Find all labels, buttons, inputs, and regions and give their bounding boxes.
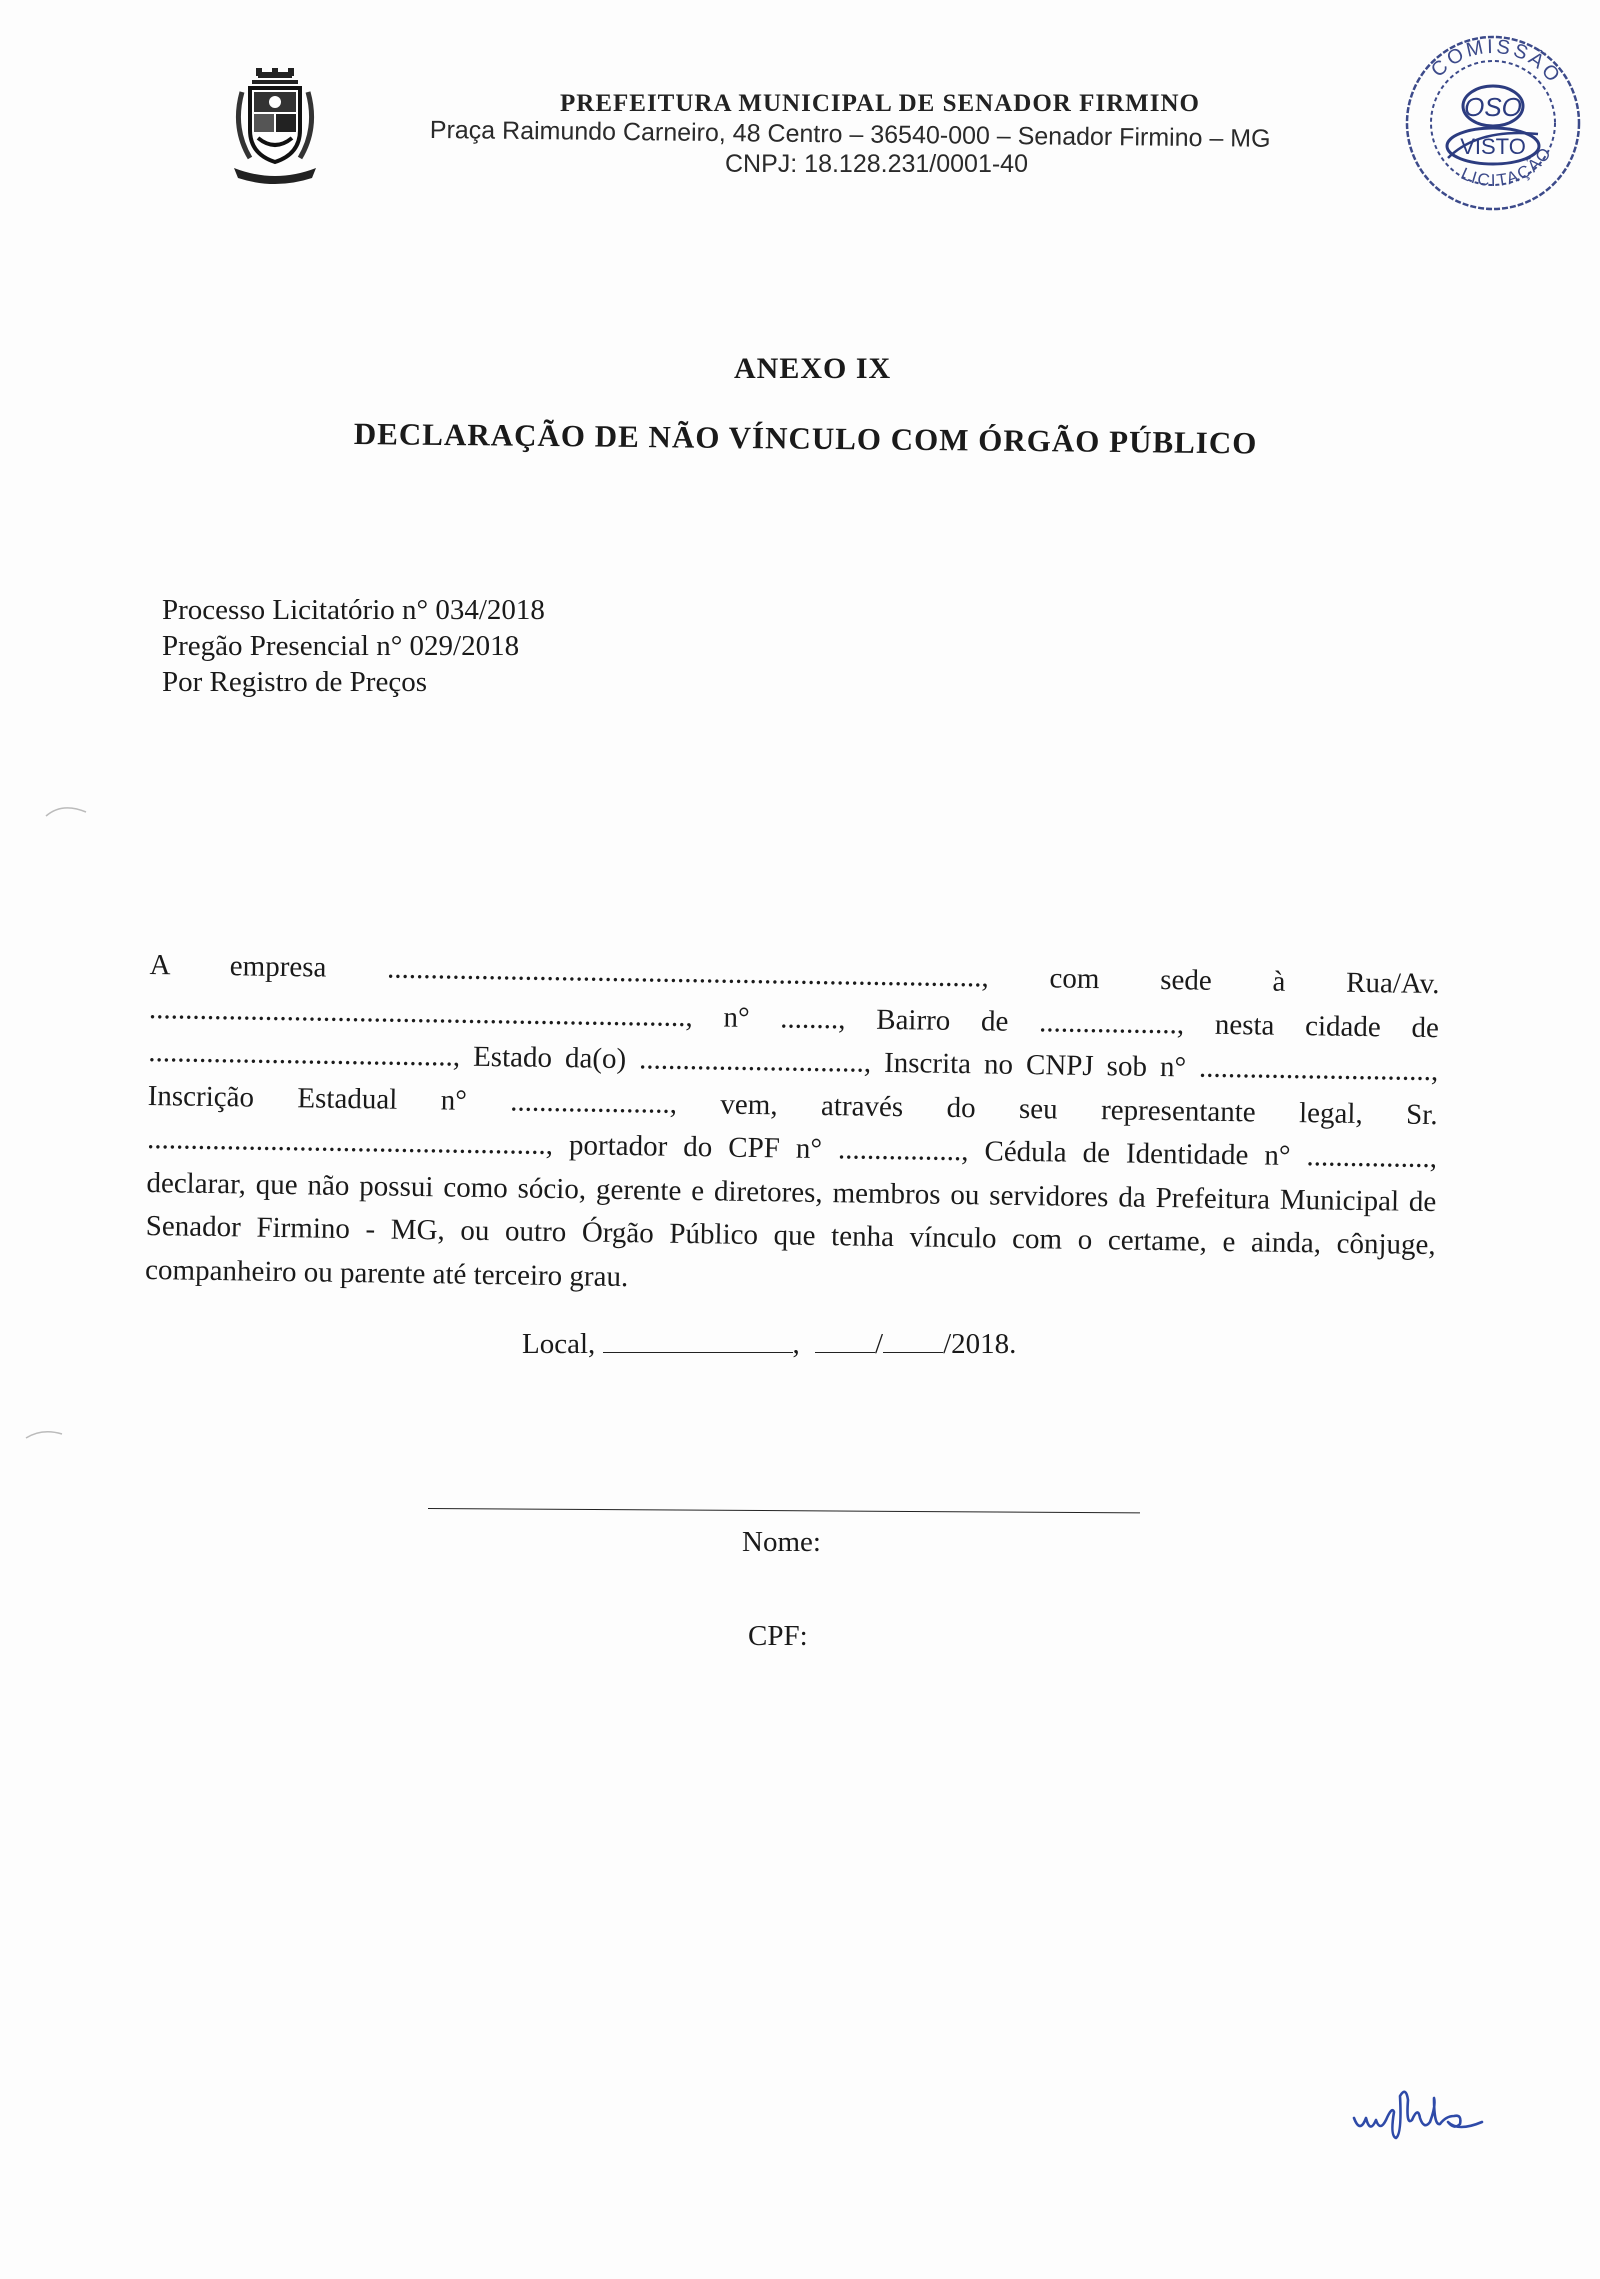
date-separator: , bbox=[792, 1328, 800, 1360]
declaration-title: DECLARAÇÃO DE NÃO VÍNCULO COM ÓRGÃO PÚBLICO bbox=[353, 416, 1258, 461]
commission-stamp-icon bbox=[1398, 28, 1588, 218]
declaration-body: A empresa .................................................................................., com sede à Rua/Av. .........................................................................., n° ........, Bairro de ..................., nesta cidade de .........................................., Estado da(o) ..............................., Inscrita no CNPJ sob n° ................................, Inscrição Estadual n° ......................, vem, através do seu representante legal, Sr. ......................................................., portador do CPF n° ................., Cédula de Identidade n° ................., declarar, que não possui como sócio, gerente e diretores, membros ou servidores da Prefeitura Municipal de Senador Firmino - MG, ou outro Órgão Público que tenha vínculo com o certame, e ainda, cônjuge, companheiro ou parente até terceiro grau. bbox=[144, 948, 1440, 1293]
date-line bbox=[522, 1326, 1016, 1361]
stamp-signature-text: OSO bbox=[1464, 92, 1522, 122]
margin-mark-icon bbox=[22, 1424, 72, 1444]
date-year: /2018. bbox=[943, 1328, 1017, 1360]
local-label: Local, bbox=[522, 1328, 596, 1360]
process-info bbox=[162, 592, 545, 700]
header-cnpj: CNPJ: 18.128.231/0001-40 bbox=[725, 150, 1028, 178]
annex-title: ANEXO IX bbox=[734, 352, 892, 385]
date-slash: / bbox=[875, 1328, 884, 1360]
stamp-bottom-text: LICITAÇÃO bbox=[1458, 142, 1556, 191]
signature-name-label: Nome: bbox=[742, 1526, 821, 1558]
local-blank bbox=[603, 1326, 793, 1353]
coat-of-arms-icon bbox=[228, 68, 322, 186]
stamp-visto-text: VISTO bbox=[1460, 134, 1526, 159]
handwritten-initials-icon bbox=[1350, 2076, 1490, 2146]
process-number: Processo Licitatório n° 034/2018 bbox=[162, 594, 545, 626]
margin-mark-icon bbox=[42, 800, 92, 820]
signature-line bbox=[428, 1508, 1140, 1513]
day-blank bbox=[815, 1326, 875, 1353]
signature-cpf-label: CPF: bbox=[748, 1620, 808, 1652]
header-address: Praça Raimundo Carneiro, 48 Centro – 36540-000 – Senador Firmino – MG bbox=[429, 116, 1271, 153]
stamp-top-text: COMISSÃO bbox=[1427, 35, 1566, 89]
price-registry: Por Registro de Preços bbox=[162, 666, 427, 698]
month-blank bbox=[883, 1326, 943, 1353]
header-organization: PREFEITURA MUNICIPAL DE SENADOR FIRMINO bbox=[560, 90, 1200, 117]
auction-number: Pregão Presencial n° 029/2018 bbox=[162, 630, 520, 662]
